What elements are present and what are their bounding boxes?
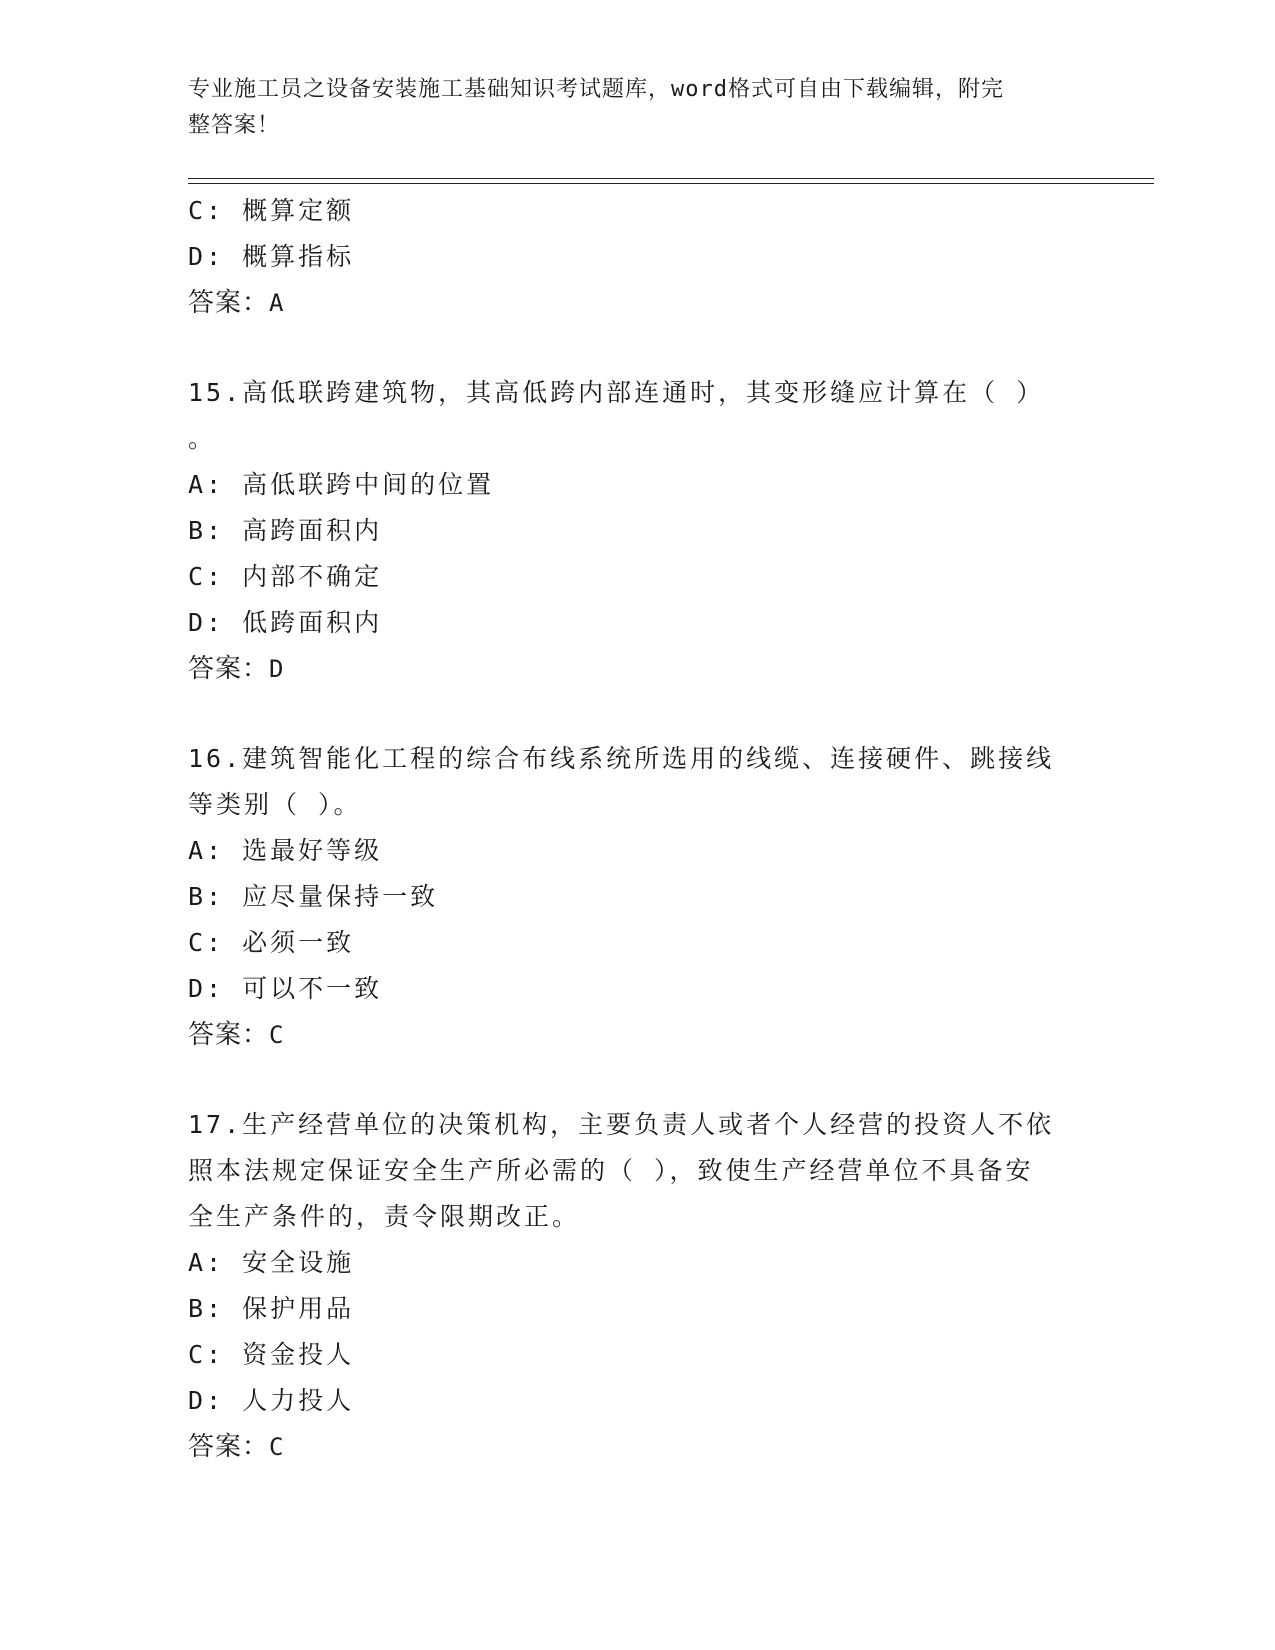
answer-label: 答案： bbox=[188, 1020, 270, 1050]
answer-label: 答案： bbox=[188, 288, 270, 318]
stem-line: 等类别（ ）。 bbox=[188, 790, 362, 819]
stem-line: 16.建筑智能化工程的综合布线系统所选用的线缆、连接硬件、跳接线 bbox=[188, 744, 1055, 773]
option-prefix: D: bbox=[188, 974, 225, 1003]
question-stem bbox=[188, 1102, 1088, 1240]
option-prefix: D: bbox=[188, 1386, 225, 1415]
option-b bbox=[188, 1286, 1088, 1332]
option-c bbox=[188, 554, 1088, 600]
partial-question bbox=[188, 188, 1088, 326]
option-b bbox=[188, 508, 1088, 554]
option-prefix: B: bbox=[188, 882, 225, 911]
option-c bbox=[188, 1332, 1088, 1378]
answer-line bbox=[188, 646, 1088, 692]
answer-value: A bbox=[269, 289, 285, 317]
question-15 bbox=[188, 370, 1088, 692]
option-d bbox=[188, 1378, 1088, 1424]
option-prefix: B: bbox=[188, 516, 225, 545]
option-prefix: C: bbox=[188, 562, 225, 591]
option-d bbox=[188, 600, 1088, 646]
answer-label: 答案： bbox=[188, 654, 270, 684]
option-text: 概算指标 bbox=[242, 242, 355, 271]
option-prefix: D: bbox=[188, 608, 225, 637]
option-b bbox=[188, 874, 1088, 920]
answer-value: C bbox=[269, 1433, 285, 1461]
header-line-1: 专业施工员之设备安装施工基础知识考试题库，word格式可自由下载编辑，附完 bbox=[188, 77, 1004, 102]
option-text: 应尽量保持一致 bbox=[242, 882, 439, 911]
stem-line: 。 bbox=[188, 424, 217, 453]
option-text: 低跨面积内 bbox=[242, 608, 383, 637]
answer-line bbox=[188, 1424, 1088, 1470]
option-text: 概算定额 bbox=[242, 196, 355, 225]
option-a bbox=[188, 462, 1088, 508]
option-text: 安全设施 bbox=[242, 1248, 355, 1277]
option-prefix: C: bbox=[188, 196, 225, 225]
question-17 bbox=[188, 1102, 1088, 1470]
document-header bbox=[188, 72, 1068, 144]
option-prefix: A: bbox=[188, 836, 225, 865]
option-c bbox=[188, 920, 1088, 966]
stem-line: 全生产条件的，责令限期改正。 bbox=[188, 1202, 581, 1231]
option-prefix: B: bbox=[188, 1294, 225, 1323]
option-text: 必须一致 bbox=[242, 928, 355, 957]
option-text: 可以不一致 bbox=[242, 974, 383, 1003]
option-text: 内部不确定 bbox=[242, 562, 383, 591]
option-text: 资金投人 bbox=[242, 1340, 355, 1369]
answer-value: D bbox=[269, 655, 285, 683]
option-prefix: D: bbox=[188, 242, 225, 271]
question-stem bbox=[188, 370, 1088, 462]
option-prefix: A: bbox=[188, 1248, 225, 1277]
header-rule-bottom bbox=[188, 183, 1154, 184]
option-text: 保护用品 bbox=[242, 1294, 355, 1323]
answer-label: 答案： bbox=[188, 1432, 270, 1462]
document-body bbox=[188, 188, 1088, 1470]
header-rule-top bbox=[188, 178, 1154, 179]
answer-value: C bbox=[269, 1021, 285, 1049]
stem-line: 15.高低联跨建筑物，其高低跨内部连通时，其变形缝应计算在（ ） bbox=[188, 378, 1045, 407]
header-line-2: 整答案！ bbox=[188, 113, 281, 138]
answer-line bbox=[188, 280, 1088, 326]
answer-line bbox=[188, 1012, 1088, 1058]
option-a bbox=[188, 828, 1088, 874]
option-text: 选最好等级 bbox=[242, 836, 383, 865]
option-prefix: C: bbox=[188, 928, 225, 957]
option-text: 人力投人 bbox=[242, 1386, 355, 1415]
question-16 bbox=[188, 736, 1088, 1058]
option-text: 高低联跨中间的位置 bbox=[242, 470, 495, 499]
option-prefix: A: bbox=[188, 470, 225, 499]
option-d bbox=[188, 966, 1088, 1012]
option-prefix: C: bbox=[188, 1340, 225, 1369]
question-stem bbox=[188, 736, 1088, 828]
option-d bbox=[188, 234, 1088, 280]
option-c bbox=[188, 188, 1088, 234]
option-a bbox=[188, 1240, 1088, 1286]
stem-line: 17.生产经营单位的决策机构，主要负责人或者个人经营的投资人不依 bbox=[188, 1110, 1055, 1139]
option-text: 高跨面积内 bbox=[242, 516, 383, 545]
stem-line: 照本法规定保证安全生产所必需的（ ），致使生产经营单位不具备安 bbox=[188, 1156, 1034, 1185]
